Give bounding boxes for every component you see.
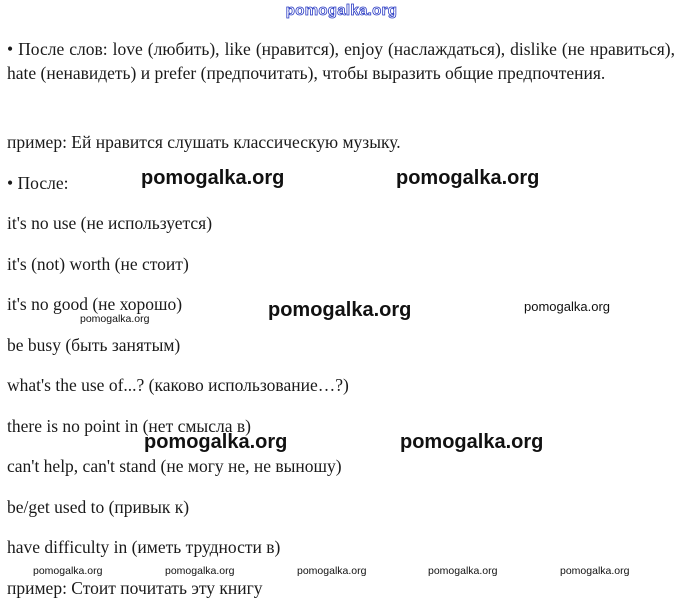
watermark: pomogalka.org <box>560 565 630 577</box>
watermark: pomogalka.org <box>80 313 150 325</box>
list-item: what's the use of...? (каково использование…?) <box>7 375 349 395</box>
watermark: pomogalka.org <box>141 167 285 189</box>
list-item: there is no point in (нет смысла в) <box>7 416 251 436</box>
after-heading: • После: <box>7 173 69 193</box>
list-item: it's (not) worth (не стоит) <box>7 254 189 274</box>
paragraph-preferences: • После слов: love (любить), like (нравится), enjoy (наслаждаться), dislike (не нравиться), hate (ненавидеть) и prefer (предпочитать), чтобы выразить общие предпочтения. <box>7 39 675 83</box>
list-item: it's no good (не хорошо) <box>7 294 183 314</box>
list-item: it's no use (не используется) <box>7 213 213 233</box>
list-item: can't help, can't stand (не могу не, не выношу) <box>7 456 342 476</box>
list-item: be/get used to (привык к) <box>7 497 190 517</box>
list-item: have difficulty in (иметь трудности в) <box>7 537 281 557</box>
site-logo[interactable]: pomogalka.org <box>285 2 398 19</box>
watermark: pomogalka.org <box>396 167 540 189</box>
watermark: pomogalka.org <box>268 299 412 321</box>
watermark: pomogalka.org <box>33 565 103 577</box>
watermark: pomogalka.org <box>144 431 288 453</box>
example-sentence-1: пример: Ей нравится слушать классическую музыку. <box>7 132 401 152</box>
watermark: pomogalka.org <box>524 299 610 314</box>
watermark: pomogalka.org <box>400 431 544 453</box>
watermark: pomogalka.org <box>428 565 498 577</box>
example-sentence-2: пример: Стоит почитать эту книгу <box>7 578 263 598</box>
watermark: pomogalka.org <box>165 565 235 577</box>
list-item: be busy (быть занятым) <box>7 335 181 355</box>
watermark: pomogalka.org <box>297 565 367 577</box>
